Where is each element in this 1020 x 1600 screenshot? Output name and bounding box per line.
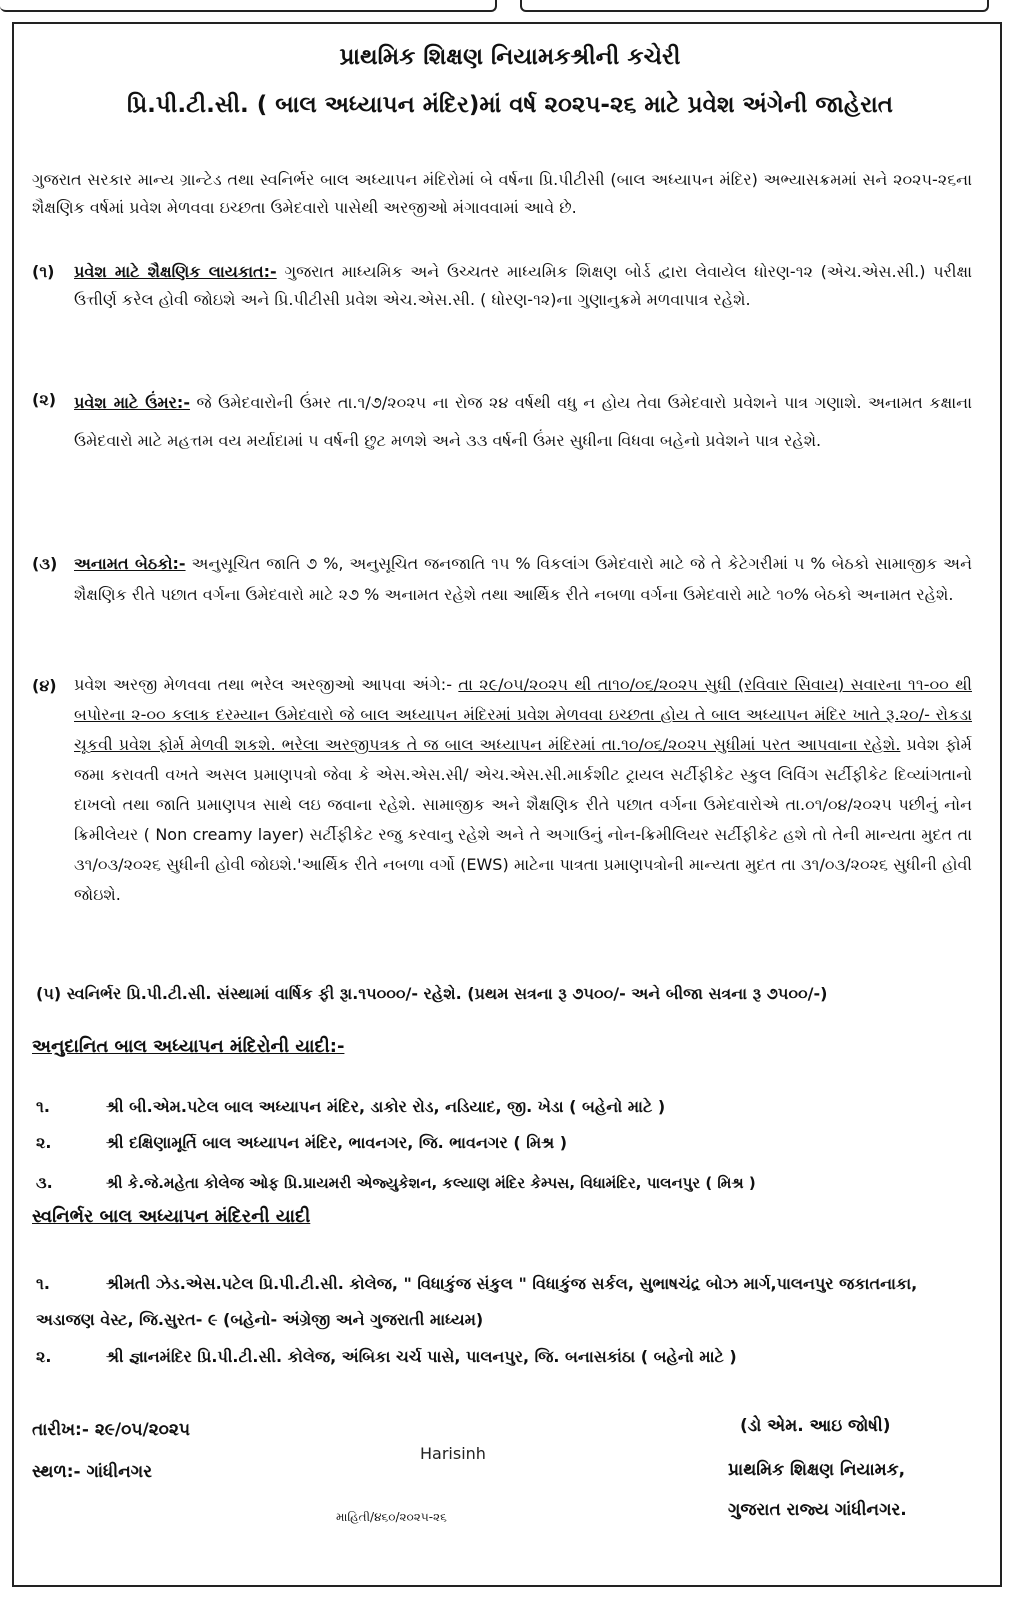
- aided-list-title: અનુદાનિત બાલ અધ્યાપન મંદિરોની યાદી:-: [32, 1036, 345, 1057]
- aided-item-3-text: શ્રી કે.જે.મહેતા કોલેજ ઓફ પ્રિ.પ્રાયમરી એજ્યુકેશન, કલ્યાણ મંદિર કેમ્પસ, વિધામંદિર, પાલનપુર ( મિશ્ર ): [106, 1174, 756, 1192]
- section-5-body: સ્વનિર્ભર પ્રિ.પી.ટી.સી. સંસ્થામાં વાર્ષિક ફી રૂા.૧૫૦૦૦/- રહેશે. (પ્રથમ સત્રના રૂ ૭૫૦૦/- અને બીજા સત્રના રૂ ૭૫૦૦/-): [66, 984, 828, 1003]
- section-4-dates: તા ૨૯/૦૫/૨૦૨૫ થી તા૧૦/૦૬/૨૦૨૫ સુધી (રવિવાર સિવાય) સવારના ૧૧-૦૦ થી બપોરના ૨-૦૦ કલાક દરમ્યાન ઉમેદવારો જે બાલ અધ્યાપન મંદિરમાં પ્રવેશ મેળવવા ઇચ્છતા હોય તે બાલ અધ્યાપન મંદિર ખાતે રૂ.૨૦/- રોકડા ચૂકવી પ્રવેશ ફોર્મ મેળવી શકશે. ભરેલા અરજીપત્રક તે જ બાલ અધ્યાપન મંદિરમાં તા.૧૦/૦૬/૨૦૨૫ સુધીમાં પરત આપવાના રહેશે.: [74, 675, 972, 754]
- selffin-item-1: [36, 1266, 976, 1338]
- section-3-number: (૩): [32, 554, 58, 573]
- watermark-text: Harisinh: [420, 1444, 486, 1463]
- aided-item-1-number: ૧.: [36, 1097, 50, 1116]
- section-5-text: [36, 980, 976, 1008]
- section-2-text: [74, 384, 972, 460]
- selffin-item-1-number: ૧.: [36, 1274, 50, 1293]
- reference-number: માહિતી/૪૬૦/૨૦૨૫-૨૬: [336, 1510, 447, 1524]
- aided-item-1: [36, 1092, 976, 1122]
- aided-item-2-text: શ્રી દક્ષિણામૂર્તિ બાલ અધ્યાપન મંદિર, ભાવનગર, જિ. ભાવનગર ( મિશ્ર ): [106, 1133, 568, 1152]
- signer-name: (ડો એમ. આઇ જોષી): [740, 1416, 891, 1436]
- date-label: તારીખ:- ૨૯/૦૫/૨૦૨૫: [32, 1420, 191, 1440]
- signer-department: ગુજરાત રાજ્ય ગાંધીનગર.: [728, 1500, 907, 1520]
- aided-item-3: [36, 1168, 996, 1198]
- section-3-body: અનુસૂચિત જાતિ ૭ %, અનુસૂચિત જનજાતિ ૧૫ % વિકલાંગ ઉમેદવારો માટે જે તે કેટેગરીમાં ૫ % બેઠકો સામાજીક અને શૈક્ષણિક રીતે પછાત વર્ગના ઉમેદવારો માટે ૨૭ % અનામત રહેશે તથા આર્થિક રીતે નબળા વર્ગના ઉમેદવારો માટે ૧૦% બેઠકો અનામત રહેશે.: [74, 554, 972, 604]
- section-2-number: (૨): [32, 390, 57, 409]
- selffin-item-2-text: શ્રી જ્ઞાનમંદિર પ્રિ.પી.ટી.સી. કોલેજ, અંબિકા ચર્ચ પાસે, પાલનપુર, જિ. બનાસકાંઠા ( બહેનો માટે ): [106, 1347, 737, 1366]
- office-heading: પ્રાથમિક શિક્ષણ નિયામકશ્રીની કચેરી: [339, 44, 681, 70]
- aided-item-3-number: ૩.: [36, 1173, 53, 1192]
- section-4-text: [74, 670, 972, 910]
- top-border-fragment-left: [0, 0, 497, 12]
- section-1-text: [74, 258, 972, 314]
- signer-designation: પ્રાથમિક શિક્ષણ નિયામક,: [728, 1460, 906, 1480]
- selffin-item-2-number: ૨.: [36, 1347, 52, 1366]
- section-3-text: [74, 548, 972, 610]
- selffin-item-2: [36, 1342, 976, 1372]
- section-4-number: (૪): [32, 676, 57, 695]
- selffin-list-title: સ્વનિર્ભર બાલ અધ્યાપન મંદિરની યાદી: [32, 1206, 311, 1227]
- intro-paragraph: ગુજરાત સરકાર માન્ય ગ્રાન્ટેડ તથા સ્વનિર્ભર બાલ અધ્યાપન મંદિરોમાં બે વર્ષના પ્રિ.પીટીસી (બાલ અધ્યાપન મંદિર) અભ્યાસક્રમમાં સને ૨૦૨૫-૨૬ના શૈક્ષણિક વર્ષમાં પ્રવેશ મેળવવા ઇચ્છતા ઉમેદવારો પાસેથી અરજીઓ મંગાવવામાં આવે છે.: [32, 170, 972, 217]
- section-2-body: જે ઉમેદવારોની ઉંમર તા.૧/૭/૨૦૨૫ ના રોજ ૨૪ વર્ષથી વધુ ન હોય તેવા ઉમેદવારો પ્રવેશને પાત્ર ગણાશે. અનામત કક્ષાના ઉમેદવારો માટે મહત્તમ વય મર્યાદામાં ૫ વર્ષની છુટ મળશે અને ૩૩ વર્ષની ઉંમર સુધીના વિધવા બહેનો પ્રવેશને પાત્ર રહેશે.: [74, 393, 972, 450]
- section-1-number: (૧): [32, 262, 55, 281]
- section-4-lead: પ્રવેશ અરજી મેળવવા તથા ભરેલ અરજીઓ આપવા અંગે:-: [74, 675, 459, 694]
- aided-item-2-number: ૨.: [36, 1133, 52, 1152]
- section-1-title: પ્રવેશ માટે શૈક્ષણિક લાયકાત:-: [74, 262, 277, 281]
- selffin-item-1-text: શ્રીમતી ઝેડ.એસ.પટેલ પ્રિ.પી.ટી.સી. કોલેજ, " વિધાકુંજ સંકુલ " વિધાકુંજ સર્કલ, સુભાષચંદ્ર બોઝ માર્ગ,પાલનપુર જકાતનાકા, અડાજણ વેસ્ટ, જિ.સુરત- ૯ (બહેનો- અંગ્રેજી અને ગુજરાતી માધ્યમ): [36, 1274, 918, 1329]
- aided-item-2: [36, 1128, 976, 1158]
- place-label: સ્થળ:- ગાંધીનગર: [32, 1462, 152, 1482]
- notice-title: પ્રિ.પી.ટી.સી. ( બાલ અધ્યાપન મંદિર)માં વર્ષ ૨૦૨૫-૨૬ માટે પ્રવેશ અંગેની જાહેરાત: [127, 92, 893, 118]
- section-2-title: પ્રવેશ માટે ઉંમર:-: [74, 393, 190, 412]
- aided-item-1-text: શ્રી બી.એમ.પટેલ બાલ અધ્યાપન મંદિર, ડાકોર રોડ, નડિયાદ, જી. ખેડા ( બહેનો માટે ): [106, 1097, 666, 1116]
- section-4-body: પ્રવેશ ફોર્મ જમા કરાવતી વખતે અસલ પ્રમાણપત્રો જેવા કે એસ.એસ.સી/ એચ.એસ.સી.માર્કશીટ ટ્રાયલ સર્ટીફીકેટ સ્કુલ લિવિંગ સર્ટીફીકેટ દિવ્યાંગતાનો દાખલો તથા જાતિ પ્રમાણપત્ર સાથે લઇ જવાના રહેશે. સામાજીક અને શૈક્ષણિક રીતે પછાત વર્ગના ઉમેદવારોએ તા.૦૧/૦૪/૨૦૨૫ પછીનું નોન ક્રિમીલેયર ( Non creamy layer) સર્ટીફીકેટ રજુ કરવાનુ રહેશે અને તે અગાઉનું નોન-ક્રિમીલિયર સર્ટીફીકેટ હશે તો તેની માન્યતા મુદત તા ૩૧/૦૩/૨૦૨૬ સુધીની હોવી જોઇશે.'આર્થિક રીતે નબળા વર્ગો (EWS) માટેના પાત્રતા પ્રમાણપત્રોની માન્યતા મુદત તા ૩૧/૦૩/૨૦૨૬ સુધીની હોવી જોઇશે.: [74, 735, 972, 904]
- section-1-body: ગુજરાત માધ્યમિક અને ઉચ્ચતર માધ્યમિક શિક્ષણ બોર્ડ દ્વારા લેવાયેલ ધોરણ-૧૨ (એચ.એસ.સી.) પરીક્ષા ઉત્તીર્ણ કરેલ હોવી જોઇશે અને પ્રિ.પીટીસી પ્રવેશ એચ.એસ.સી. ( ધોરણ-૧૨)ના ગુણાનુક્રમે મળવાપાત્ર રહેશે.: [74, 262, 972, 309]
- section-5-number: (૫): [36, 984, 62, 1003]
- section-3-title: અનામત બેઠકો:-: [74, 554, 186, 573]
- top-border-fragment-right: [520, 0, 989, 12]
